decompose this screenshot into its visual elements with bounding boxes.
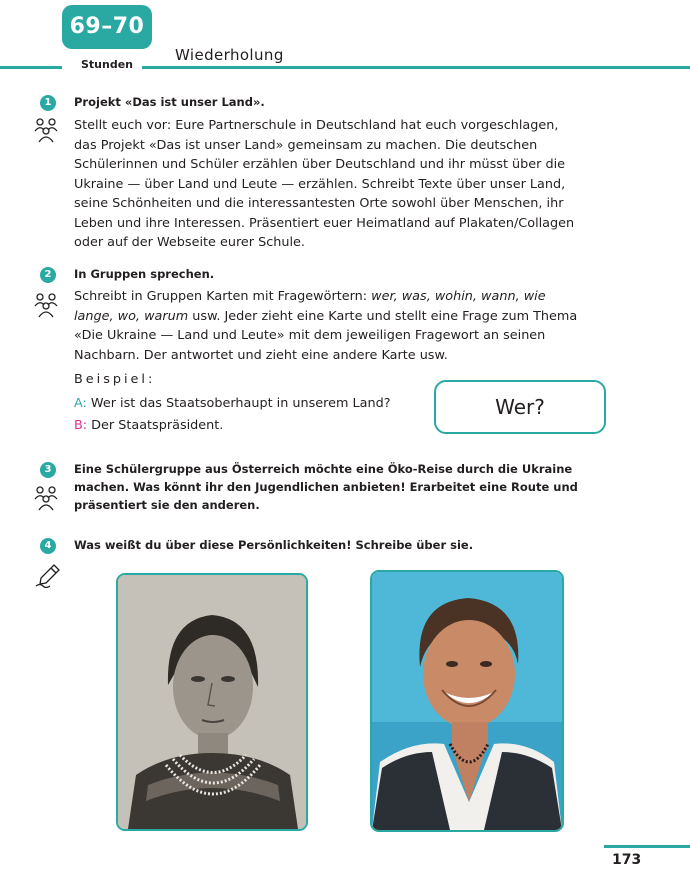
text-line: Schülerinnen und Schüler erzählen über Deutschland und ihr müsst über die — [74, 157, 566, 172]
speaker-a: A: — [74, 396, 87, 411]
group-icon — [32, 117, 60, 143]
text-line: «Die Ukraine — Land und Leute» mit dem jeweiligen Fragewort an seinen — [74, 328, 546, 343]
task-2-number: 2 — [40, 267, 56, 283]
page-number: 173 — [612, 852, 642, 868]
footer-rule — [604, 845, 690, 848]
text-line: präsentiert sie den anderen. — [74, 498, 260, 512]
lesson-number-badge: 69–70 — [62, 5, 152, 49]
task-2-text — [74, 287, 606, 365]
group-icon — [32, 292, 60, 318]
task-1-number: 1 — [40, 95, 56, 111]
task-1-text — [74, 116, 606, 253]
dialogue-text: Wer ist das Staatsoberhaupt in unserem Land? — [86, 396, 391, 411]
pen-writing-icon — [34, 562, 62, 588]
text-line: das Projekt «Das ist unser Land» gemeinsam zu machen. Die deutschen — [74, 137, 538, 153]
task-3-number: 3 — [40, 462, 56, 478]
header-rule-left — [0, 66, 62, 69]
dialogue-line-a — [74, 396, 391, 411]
example-label: Beispiel: — [74, 372, 156, 387]
group-icon — [32, 485, 60, 511]
dialogue-line-b — [74, 418, 223, 433]
text-line: oder auf der Webseite eurer Schule. — [74, 235, 305, 250]
task-2-heading: In Gruppen sprechen. — [74, 267, 215, 281]
text-line: seine Schönheiten und die interessantesten Orte sowohl über Menschen, ihr — [74, 196, 564, 211]
task-4-number: 4 — [40, 538, 56, 554]
question-word-card: Wer? — [434, 380, 606, 434]
text-segment: usw. Jeder zieht eine Karte und stellt eine Frage zum Thema — [188, 308, 578, 324]
text-line: Nachbarn. Der antwortet und zieht eine andere Karte usw. — [74, 347, 448, 363]
lesson-label: Stunden — [80, 58, 133, 71]
header-rule-right — [142, 66, 690, 69]
text-line: Ukraine — über Land und Leute — erzählen. Schreibt Texte über unser Land, — [74, 176, 566, 192]
dialogue-text: Der Staatspräsident. — [87, 418, 224, 433]
text-line — [74, 287, 606, 307]
task-4-heading: Was weißt du über diese Persönlichkeiten! Schreibe über sie. — [74, 538, 474, 552]
portrait-photo-man — [370, 570, 564, 832]
text-line: Stellt euch vor: Eure Partnerschule in Deutschland hat euch vorgeschlagen, — [74, 118, 559, 133]
text-line — [74, 307, 606, 327]
task-1-heading: Projekt «Das ist unser Land». — [74, 95, 265, 109]
text-line: Leben und ihre Interessen. Präsentiert euer Heimatland auf Plakaten/Collagen — [74, 215, 575, 231]
portrait-photo-woman — [116, 573, 308, 831]
task-3-text — [74, 460, 606, 514]
text-line: machen. Was könnt ihr den Jugendlichen anbieten! Erarbeitet eine Route und — [74, 480, 578, 494]
page-title: Wiederholung — [175, 46, 284, 64]
text-segment: Schreibt in Gruppen Karten mit Fragewörtern: — [74, 289, 372, 304]
question-words: wer, was, wohin, wann, wie — [371, 289, 546, 304]
text-line: Eine Schülergruppe aus Österreich möchte eine Öko-Reise durch die Ukraine — [74, 462, 573, 476]
speaker-b: B: — [74, 418, 88, 433]
question-words: lange, wo, warum — [74, 308, 189, 324]
